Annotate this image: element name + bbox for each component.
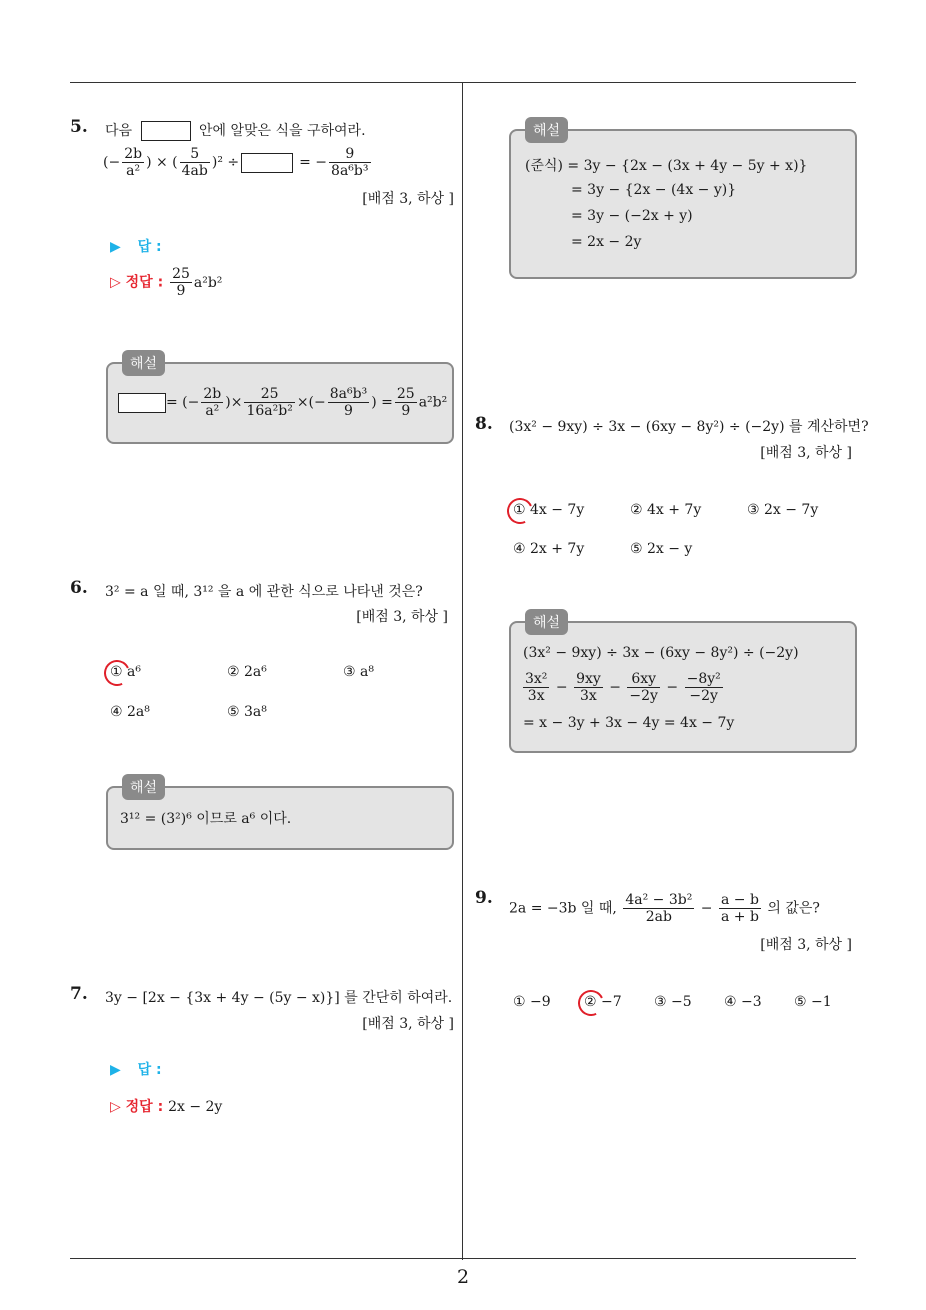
- q5-explain-frac-4: [395, 386, 417, 419]
- q8-frac-3-num: 6xy: [627, 671, 660, 688]
- q5-expr-open: (−: [103, 154, 121, 171]
- q5-answer-line: [110, 236, 162, 256]
- question-7-text: 3y − [2x − {3x + 4y − (5y − x)}] 를 간단히 하여라.: [105, 990, 453, 1006]
- q6-explanation-box: [106, 780, 454, 850]
- correct-mark-icon: [503, 494, 536, 527]
- question-9-text: [509, 892, 820, 925]
- q5-explain-n4: 25: [396, 386, 415, 402]
- q8-explain-line-1: (3x² − 9xy) ÷ 3x − (6xy − 8y²) ÷ (−2y): [523, 645, 799, 661]
- q7-answer-label: 답 :: [137, 1062, 162, 1078]
- q7-explanation-box: [509, 123, 857, 279]
- q5-eq: = −: [299, 154, 328, 171]
- q5-explain-x2: ×(−: [296, 394, 326, 411]
- q6-choice-4[interactable]: ④ 2a⁸: [110, 704, 150, 720]
- q9-frac-2: [719, 892, 761, 925]
- q5-explain-blank: [118, 393, 166, 413]
- q5-explain-tail: a²b²: [418, 394, 448, 411]
- q5-explain-frac-2: [244, 386, 294, 419]
- q9-choice-4[interactable]: ④ −3: [724, 994, 762, 1010]
- q5-blank-box: [141, 121, 191, 141]
- question-9-grade: [배점 3, 하상 ]: [760, 937, 852, 953]
- q8-explain-frac-1: [523, 671, 549, 704]
- q5-times: ) × (: [146, 154, 178, 171]
- question-5-text: [105, 120, 366, 141]
- q5-frac-3: [329, 146, 370, 179]
- q8-frac-1-den: 3x: [527, 688, 545, 705]
- q7-answer-line: [110, 1059, 162, 1079]
- q5-explain-n2: 25: [244, 386, 294, 403]
- question-6-text: 3² = a 일 때, 3¹² 을 a 에 관한 식으로 나타낸 것은?: [105, 584, 423, 600]
- question-8-number: 8.: [475, 414, 493, 434]
- q8-choice-5[interactable]: ⑤ 2x − y: [630, 541, 693, 557]
- q5-frac-2-num: 5: [180, 146, 210, 163]
- q6-choice-3[interactable]: ③ a⁸: [343, 664, 374, 680]
- question-5-expression: [103, 146, 373, 179]
- q9-choice-5[interactable]: ⑤ −1: [794, 994, 832, 1010]
- q5-explain-x1: )×: [225, 394, 243, 411]
- question-9-number: 9.: [475, 888, 493, 908]
- q5-text-post: 안에 알맞은 식을 구하여라.: [198, 123, 366, 139]
- correct-mark-icon: [574, 986, 607, 1019]
- question-6-number: 6.: [70, 578, 88, 598]
- q8-explanation-tab: 해설: [525, 609, 568, 635]
- q5-expr-blank: [241, 153, 293, 173]
- q5-solution-value: [168, 266, 223, 300]
- q5-explain-frac-3: [328, 386, 369, 419]
- q8-choice-2[interactable]: ② 4x + 7y: [630, 502, 702, 518]
- question-7-number: 7.: [70, 984, 88, 1004]
- q7-explanation-tab: 해설: [525, 117, 568, 143]
- q6-choice-5[interactable]: ⑤ 3a⁸: [227, 704, 267, 720]
- q8-choice-4[interactable]: ④ 2x + 7y: [513, 541, 585, 557]
- q5-explain-n1: 2b: [203, 386, 222, 402]
- q5-frac-3-den: 8a⁶b³: [331, 163, 369, 180]
- q8-frac-4-den: −2y: [689, 688, 718, 705]
- bottom-rule: [70, 1258, 856, 1259]
- q5-frac-1-num: 2b: [124, 146, 143, 162]
- q6-choice-2[interactable]: ② 2a⁶: [227, 664, 267, 680]
- q9-text-pre: 2a = −3b 일 때,: [509, 900, 617, 917]
- q9-text-post: 의 값은?: [767, 900, 820, 917]
- q5-solution-frac: [170, 266, 192, 299]
- q5-explain-n3: 8a⁶b³: [329, 386, 368, 402]
- q8-choice-1[interactable]: ① 4x − 7y: [513, 502, 585, 518]
- q7-explain-line-4: = 2x − 2y: [571, 234, 642, 250]
- solution-arrow-icon: ▷: [110, 274, 121, 291]
- q7-solution-value: 2x − 2y: [168, 1099, 223, 1115]
- column-divider: [462, 83, 463, 1260]
- q8-explain-line-2: [521, 671, 725, 704]
- q5-solution-label: 정답 :: [125, 274, 164, 291]
- q5-explain-eq2: ) =: [371, 394, 393, 411]
- question-8-grade: [배점 3, 하상 ]: [760, 445, 852, 461]
- question-7-grade: [배점 3, 하상 ]: [362, 1016, 454, 1032]
- q5-frac-1: [122, 146, 144, 179]
- q8-op-2: −: [609, 679, 621, 696]
- q5-pow-div: )² ÷: [211, 154, 240, 171]
- q8-frac-2-num: 9xy: [576, 671, 601, 687]
- q5-frac-2: [180, 146, 210, 179]
- q5-solution-frac-den: 9: [176, 283, 186, 300]
- q5-explanation-line: [118, 386, 447, 419]
- q9-minus: −: [700, 900, 713, 917]
- q5-frac-1-den: a²: [126, 163, 141, 180]
- top-rule: [70, 82, 856, 83]
- q6-explanation-tab: 해설: [122, 774, 165, 800]
- q5-solution-tail: a²b²: [193, 274, 223, 291]
- q5-frac-3-num: 9: [329, 146, 370, 163]
- q5-solution-frac-num: 25: [172, 266, 190, 282]
- q9-choice-2[interactable]: ② −7: [584, 994, 622, 1010]
- question-6-grade: [배점 3, 하상 ]: [356, 609, 448, 625]
- q5-explain-frac-1: [201, 386, 223, 419]
- q9-frac-1: [623, 892, 694, 925]
- q9-choice-1[interactable]: ① −9: [513, 994, 551, 1010]
- question-5-grade: [배점 3, 하상 ]: [362, 191, 454, 207]
- q8-explain-frac-2: [574, 671, 603, 704]
- q5-explain-d1: a²: [205, 403, 220, 420]
- q8-op-1: −: [555, 679, 568, 696]
- q5-explain-eq1: = (−: [166, 394, 200, 411]
- q8-choice-3[interactable]: ③ 2x − 7y: [747, 502, 819, 518]
- q6-explanation-line: 3¹² = (3²)⁶ 이므로 a⁶ 이다.: [120, 811, 292, 827]
- q8-explain-frac-4: [685, 671, 723, 704]
- answer-arrow-icon: ▶: [110, 1062, 121, 1078]
- q9-choice-3[interactable]: ③ −5: [654, 994, 692, 1010]
- question-8-text: (3x² − 9xy) ÷ 3x − (6xy − 8y²) ÷ (−2y) 를 계산하면?: [509, 419, 869, 435]
- q5-answer-label: 답 :: [137, 239, 162, 255]
- q7-explain-line-1: (준식) = 3y − {2x − (3x + 4y − 5y + x)}: [525, 158, 808, 174]
- q5-solution-line: [110, 266, 222, 299]
- q8-op-3: −: [666, 679, 679, 696]
- q5-explanation-tab: 해설: [122, 350, 165, 376]
- q8-explain-line-3: = x − 3y + 3x − 4y = 4x − 7y: [523, 715, 735, 731]
- q8-frac-4-num: −8y²: [686, 671, 721, 687]
- q8-frac-3-den: −2y: [629, 688, 658, 705]
- q5-explain-d4: 9: [401, 403, 411, 420]
- q5-frac-2-den: 4ab: [181, 163, 208, 180]
- answer-arrow-icon: ▶: [110, 239, 121, 255]
- q5-explanation-box: [106, 356, 454, 444]
- page-number: 2: [456, 1266, 470, 1288]
- q9-frac-2-den: a + b: [720, 909, 759, 926]
- q7-explain-line-2: = 3y − {2x − (4x − y)}: [571, 182, 737, 198]
- q8-frac-1-num: 3x²: [525, 671, 548, 687]
- q5-text-pre: 다음: [105, 123, 133, 139]
- q5-explain-d2: 16a²b²: [246, 403, 293, 420]
- q8-frac-2-den: 3x: [580, 688, 597, 705]
- q7-explain-line-3: = 3y − (−2x + y): [571, 208, 693, 224]
- q5-explain-d3: 9: [344, 403, 353, 420]
- solution-arrow-icon: ▷: [110, 1099, 121, 1115]
- correct-mark-icon: [100, 656, 133, 689]
- q8-explanation-box: [509, 615, 857, 753]
- q9-frac-1-den: 2ab: [645, 909, 672, 926]
- question-5-number: 5.: [70, 117, 88, 137]
- q8-explain-frac-3: [627, 671, 660, 704]
- q9-frac-2-num: a − b: [720, 892, 759, 908]
- q7-solution-line: [110, 1096, 222, 1116]
- q6-choice-1[interactable]: ① a⁶: [110, 664, 141, 680]
- q9-frac-1-num: 4a² − 3b²: [625, 892, 693, 908]
- q7-solution-label: 정답 :: [125, 1099, 164, 1115]
